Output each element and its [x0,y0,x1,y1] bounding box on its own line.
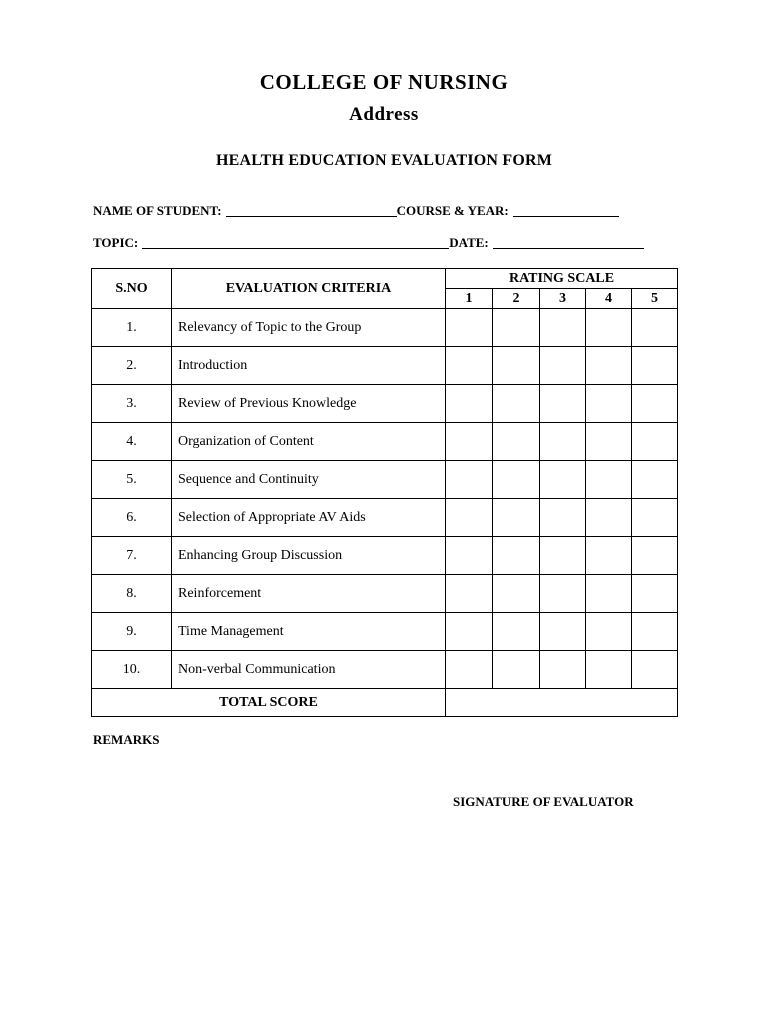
rating-cell[interactable] [493,651,540,689]
rating-cell[interactable] [540,347,586,385]
rating-cell[interactable] [540,613,586,651]
table-row [92,613,678,651]
rating-cell[interactable] [632,613,678,651]
criteria-header: EVALUATION CRITERIA [172,269,446,309]
rating-cell[interactable] [493,499,540,537]
criteria-label: Non-verbal Communication [172,651,446,689]
row-number: 8. [92,575,172,613]
rating-cell[interactable] [446,423,493,461]
rating-cell[interactable] [446,575,493,613]
rating-cell[interactable] [540,575,586,613]
rating-cell[interactable] [632,651,678,689]
rating-cell[interactable] [540,385,586,423]
signature-label: SIGNATURE OF EVALUATOR [453,794,634,809]
row-number: 5. [92,461,172,499]
criteria-label: Relevancy of Topic to the Group [172,309,446,347]
rating-cell[interactable] [632,385,678,423]
rating-cell[interactable] [586,499,632,537]
rating-cell[interactable] [586,537,632,575]
rating-cell[interactable] [540,651,586,689]
rating-cell[interactable] [540,499,586,537]
student-name-field[interactable] [226,204,397,217]
rating-cell[interactable] [632,499,678,537]
rating-cell[interactable] [586,385,632,423]
criteria-label: Reinforcement [172,575,446,613]
rating-value-2: 2 [493,289,540,309]
table-row [92,651,678,689]
criteria-label: Review of Previous Knowledge [172,385,446,423]
rating-cell[interactable] [540,423,586,461]
row-number: 1. [92,309,172,347]
topic-field[interactable] [142,236,449,249]
criteria-label: Selection of Appropriate AV Aids [172,499,446,537]
rating-cell[interactable] [632,461,678,499]
rating-cell[interactable] [540,309,586,347]
total-score-field[interactable] [446,689,678,717]
rating-cell[interactable] [446,461,493,499]
total-score-row [92,689,678,717]
row-number: 4. [92,423,172,461]
rating-value-3: 3 [540,289,586,309]
rating-cell[interactable] [586,651,632,689]
rating-cell[interactable] [586,461,632,499]
course-year-field[interactable] [513,204,619,217]
rating-cell[interactable] [446,499,493,537]
criteria-label: Organization of Content [172,423,446,461]
criteria-label: Enhancing Group Discussion [172,537,446,575]
rating-cell[interactable] [632,537,678,575]
topic-label: TOPIC: [93,235,139,250]
rating-value-1: 1 [446,289,493,309]
table-row [92,461,678,499]
rating-cell[interactable] [493,575,540,613]
rating-cell[interactable] [632,347,678,385]
row-number: 9. [92,613,172,651]
rating-cell[interactable] [493,423,540,461]
table-row [92,309,678,347]
date-field[interactable] [493,236,644,249]
row-number: 7. [92,537,172,575]
table-row [92,537,678,575]
criteria-label: Sequence and Continuity [172,461,446,499]
rating-scale-header: RATING SCALE [446,269,678,289]
rating-cell[interactable] [446,651,493,689]
college-name: COLLEGE OF NURSING [259,70,509,94]
rating-cell[interactable] [493,461,540,499]
topic-date-row [93,235,644,251]
student-name-label: NAME OF STUDENT: [93,203,222,218]
rating-cell[interactable] [446,309,493,347]
table-row [92,347,678,385]
rating-cell[interactable] [446,613,493,651]
rating-cell[interactable] [540,537,586,575]
course-year-label: COURSE & YEAR: [396,203,509,218]
table-row [92,575,678,613]
rating-cell[interactable] [493,385,540,423]
rating-cell[interactable] [446,347,493,385]
rating-cell[interactable] [632,423,678,461]
rating-cell[interactable] [540,461,586,499]
rating-cell[interactable] [586,613,632,651]
form-title: HEALTH EDUCATION EVALUATION FORM [215,152,553,169]
rating-cell[interactable] [632,575,678,613]
table-row [92,385,678,423]
row-number: 10. [92,651,172,689]
rating-value-5: 5 [632,289,678,309]
table-row [92,423,678,461]
rating-cell[interactable] [493,347,540,385]
table-row [92,499,678,537]
rating-cell[interactable] [586,309,632,347]
rating-cell[interactable] [493,613,540,651]
sno-header: S.NO [92,269,172,309]
rating-cell[interactable] [586,347,632,385]
row-number: 3. [92,385,172,423]
criteria-label: Time Management [172,613,446,651]
rating-cell[interactable] [446,537,493,575]
total-score-label: TOTAL SCORE [92,689,446,717]
rating-cell[interactable] [586,575,632,613]
student-course-row [93,203,619,219]
row-number: 6. [92,499,172,537]
rating-value-4: 4 [586,289,632,309]
date-label: DATE: [449,235,489,250]
rating-cell[interactable] [493,537,540,575]
criteria-label: Introduction [172,347,446,385]
remarks-label: REMARKS [93,732,160,747]
rating-cell[interactable] [446,385,493,423]
row-number: 2. [92,347,172,385]
rating-cell[interactable] [632,309,678,347]
rating-cell[interactable] [586,423,632,461]
college-address: Address [349,104,419,125]
evaluation-table [91,268,678,717]
rating-cell[interactable] [493,309,540,347]
